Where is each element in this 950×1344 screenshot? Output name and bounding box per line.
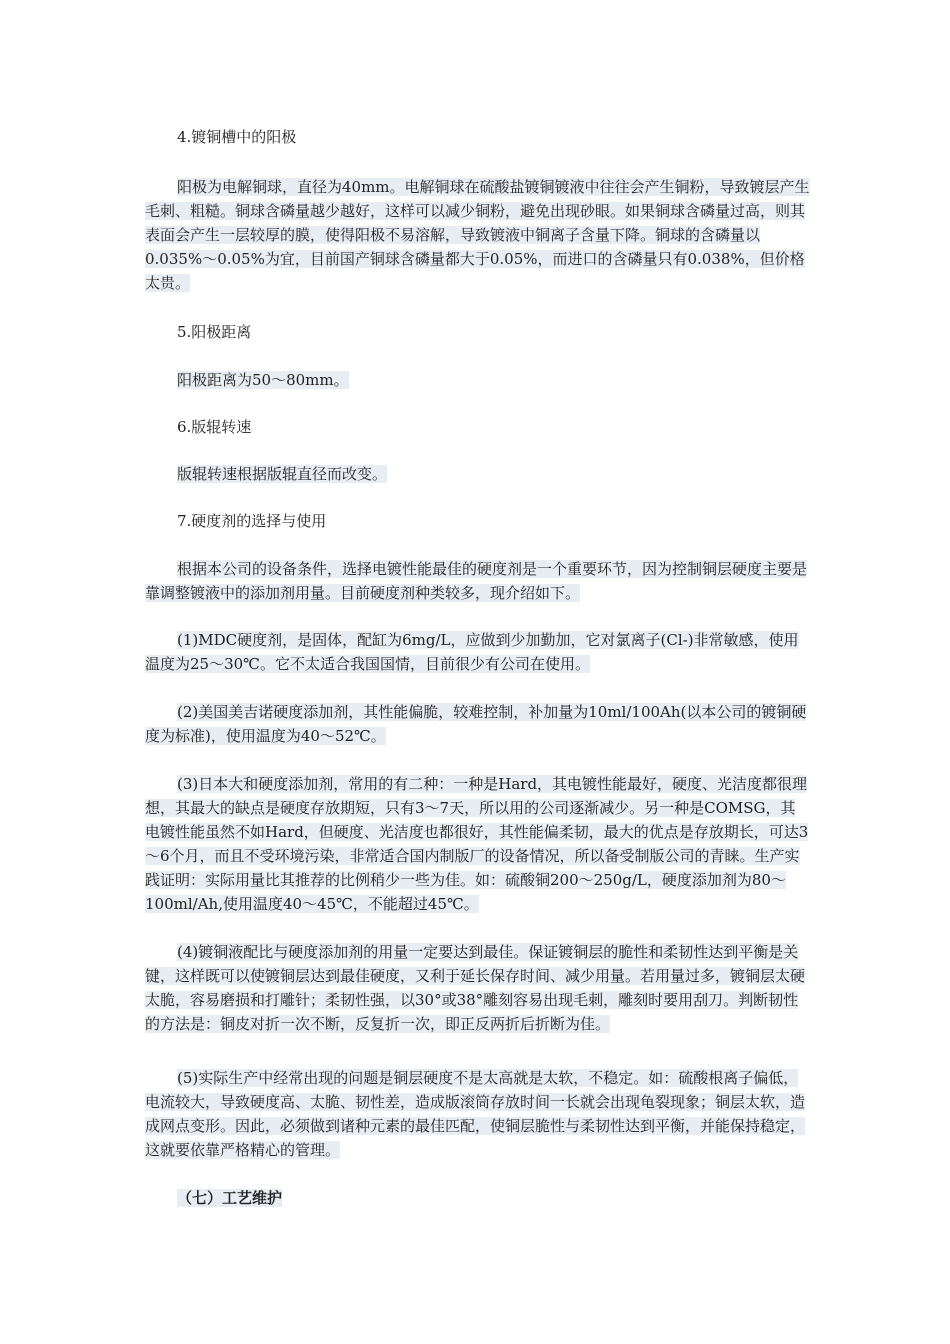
heading-roller-speed-text: 6.版辊转速 [177, 418, 252, 436]
heading-anode [145, 125, 810, 149]
heading-anode-text: 4.镀铜槽中的阳极 [177, 128, 297, 146]
paragraph-anode-distance-text: 阳极距离为50～80mm。 [177, 371, 349, 389]
list-item-3 [145, 772, 810, 916]
section-heading-process-maintenance [145, 1186, 810, 1210]
list-item-5-text: (5)实际生产中经常出现的问题是铜层硬度不是太高就是太软，不稳定。如：硫酸根离子偏低，电流较大，导致硬度高、太脆、韧性差，造成版滚筒存放时间一长就会出现龟裂现象；铜层太软，造成网点变形。因此，必须做到诸种元素的最佳匹配，使铜层脆性与柔韧性达到平衡，并能保持稳定，这就要依靠严格精心的管理。 [145, 1069, 806, 1159]
list-item-1-text: (1)MDC硬度剂，是固体，配缸为6mg/L，应做到少加勤加，它对氯离子(Cl-)非常敏感，使用温度为25～30℃。它不太适合我国国情，目前很少有公司在使用。 [145, 631, 799, 673]
list-item-1 [145, 628, 810, 676]
list-item-2-text: (2)美国美吉诺硬度添加剂，其性能偏脆，较难控制，补加量为10ml/100Ah(以本公司的镀铜硬度为标准)，使用温度为40～52℃。 [145, 703, 807, 745]
heading-roller-speed [145, 415, 810, 439]
list-item-4-text: (4)镀铜液配比与硬度添加剂的用量一定要达到最佳。保证镀铜层的脆性和柔韧性达到平衡是关键，这样既可以使镀铜层达到最佳硬度，又利于延长保存时间、减少用量。若用量过多，镀铜层太硬太脆，容易磨损和打雕针；柔韧性强，以30°或38°雕刻容易出现毛刺，雕刻时要用刮刀。判断韧性的方法是：铜皮对折一次不断，反复折一次，即正反两折后折断为佳。 [145, 943, 806, 1033]
paragraph-hardener [145, 557, 810, 605]
list-item-4 [145, 940, 810, 1036]
paragraph-anode [145, 175, 810, 295]
list-item-2 [145, 700, 810, 748]
paragraph-anode-text: 阳极为电解铜球，直径为40mm。电解铜球在硫酸盐镀铜镀液中往往会产生铜粉，导致镀层产生毛刺、粗糙。铜球含磷量越少越好，这样可以减少铜粉，避免出现砂眼。如果铜球含磷量过高，则其表面会产生一层较厚的膜，使得阳极不易溶解，导致镀液中铜离子含量下降。铜球的含磷量以0.035%～0.05%为宜，目前国产铜球含磷量都大于0.05%，而进口的含磷量只有0.038%，但价格太贵。 [145, 178, 810, 292]
section-heading-process-maintenance-text: （七）工艺维护 [177, 1189, 283, 1207]
heading-hardener-text: 7.硬度剂的选择与使用 [177, 512, 327, 530]
list-item-5 [145, 1066, 810, 1162]
paragraph-roller-speed [145, 462, 810, 486]
paragraph-anode-distance [145, 368, 810, 392]
heading-anode-distance [145, 320, 810, 344]
heading-hardener [145, 509, 810, 533]
heading-anode-distance-text: 5.阳极距离 [177, 323, 252, 341]
list-item-3-text: (3)日本大和硬度添加剂，常用的有二种：一种是Hard，其电镀性能最好，硬度、光洁度都很理想，其最大的缺点是硬度存放期短，只有3～7天，所以用的公司逐渐减少。另一种是COMSG，其电镀性能虽然不如Hard，但硬度、光洁度也都很好，其性能偏柔韧，最大的优点是存放期长，可达3～6个月，而且不受环境污染，非常适合国内制版厂的设备情况，所以备受制版公司的青睐。生产实践证明：实际用量比其推荐的比例稍少一些为佳。如：硫酸铜200～250g/L，硬度添加剂为80～100ml/Ah,使用温度40～45℃，不能超过45℃。 [145, 775, 809, 913]
paragraph-hardener-text: 根据本公司的设备条件，选择电镀性能最佳的硬度剂是一个重要环节，因为控制铜层硬度主要是靠调整镀液中的添加剂用量。目前硬度剂种类较多，现介绍如下。 [145, 560, 808, 602]
paragraph-roller-speed-text: 版辊转速根据版辊直径而改变。 [177, 465, 388, 483]
